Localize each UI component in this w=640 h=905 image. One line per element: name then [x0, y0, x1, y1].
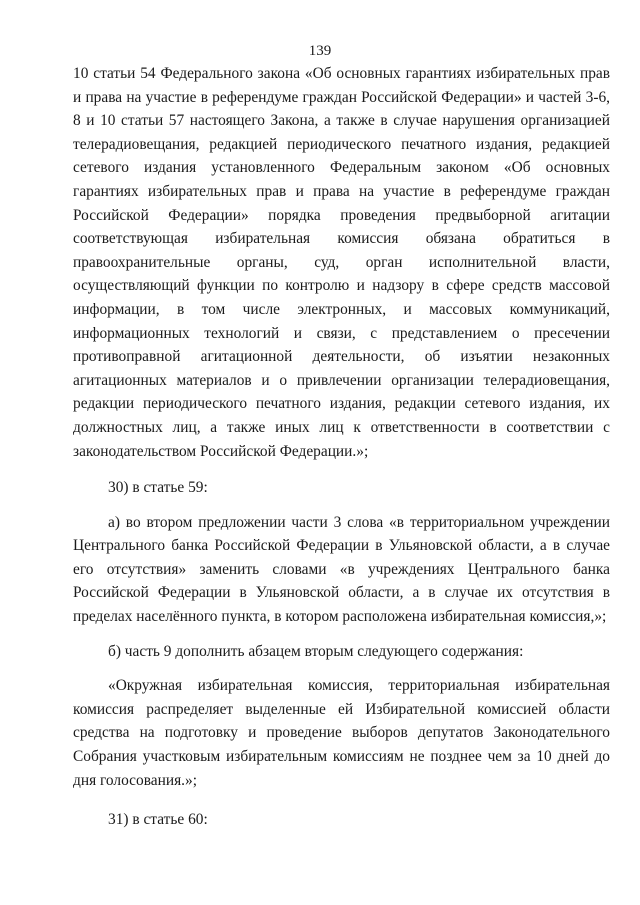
paragraph-item-30: 30) в статье 59: — [108, 479, 208, 497]
page-number: 139 — [308, 43, 332, 59]
paragraph-continuation: 10 статьи 54 Федерального закона «Об основных гарантиях избирательных прав и права на участие в референдуме граждан Российской Федерации» и частей 3-6, 8 и 10 статьи 57 настоящего Закона, а также в случае нарушения организацией телерадиовещания, редакцией периодического печатного издания, редакцией сетевого издания установленного Федеральным законом «Об основных гарантиях избирательных прав и права на участие в референдуме граждан Российской Федерации» порядка проведения предвыборной агитации соответствующая избирательная комиссия обязана обратиться в правоохранительные органы, суд, орган исполнительной власти, осуществляющий функции по контролю и надзору в сфере средств массовой информации, в том числе электронных, и массовых коммуникаций, информационных технологий и связи, с представлением о пресечении противоправной агитационной деятельности, об изъятии незаконных агитационных материалов и о привлечении организации телерадиовещания, редакции периодического печатного издания, редакции сетевого издания, их должностных лиц, а также иных лиц к ответственности в соответствии с законодательством Российской Федерации.»; — [73, 65, 610, 460]
document-body — [73, 62, 610, 832]
paragraph-item-31: 31) в статье 60: — [108, 811, 208, 829]
paragraph-subitem-a: а) во втором предложении части 3 слова «в территориальном учреждении Центрального банка Российской Федерации в Ульяновской области, а в случае его отсутствия» заменить словами «в учреждениях Центрального банка Российской Федерации в Ульяновской области, а в случае их отсутствия в пределах населённого пункта, в котором расположена избирательная комиссия,»; — [73, 513, 610, 626]
paragraph-subitem-b: б) часть 9 дополнить абзацем вторым следующего содержания: — [108, 642, 524, 660]
paragraph-quoted-text: «Окружная избирательная комиссия, территориальная избирательная комиссия распределяет выделенные ей Избирательной комиссией области средства на подготовку и проведение выборов депутатов Законодательного Собрания участковым избирательным комиссиям не позднее чем за 10 дней до дня голосования.»; — [73, 677, 610, 789]
